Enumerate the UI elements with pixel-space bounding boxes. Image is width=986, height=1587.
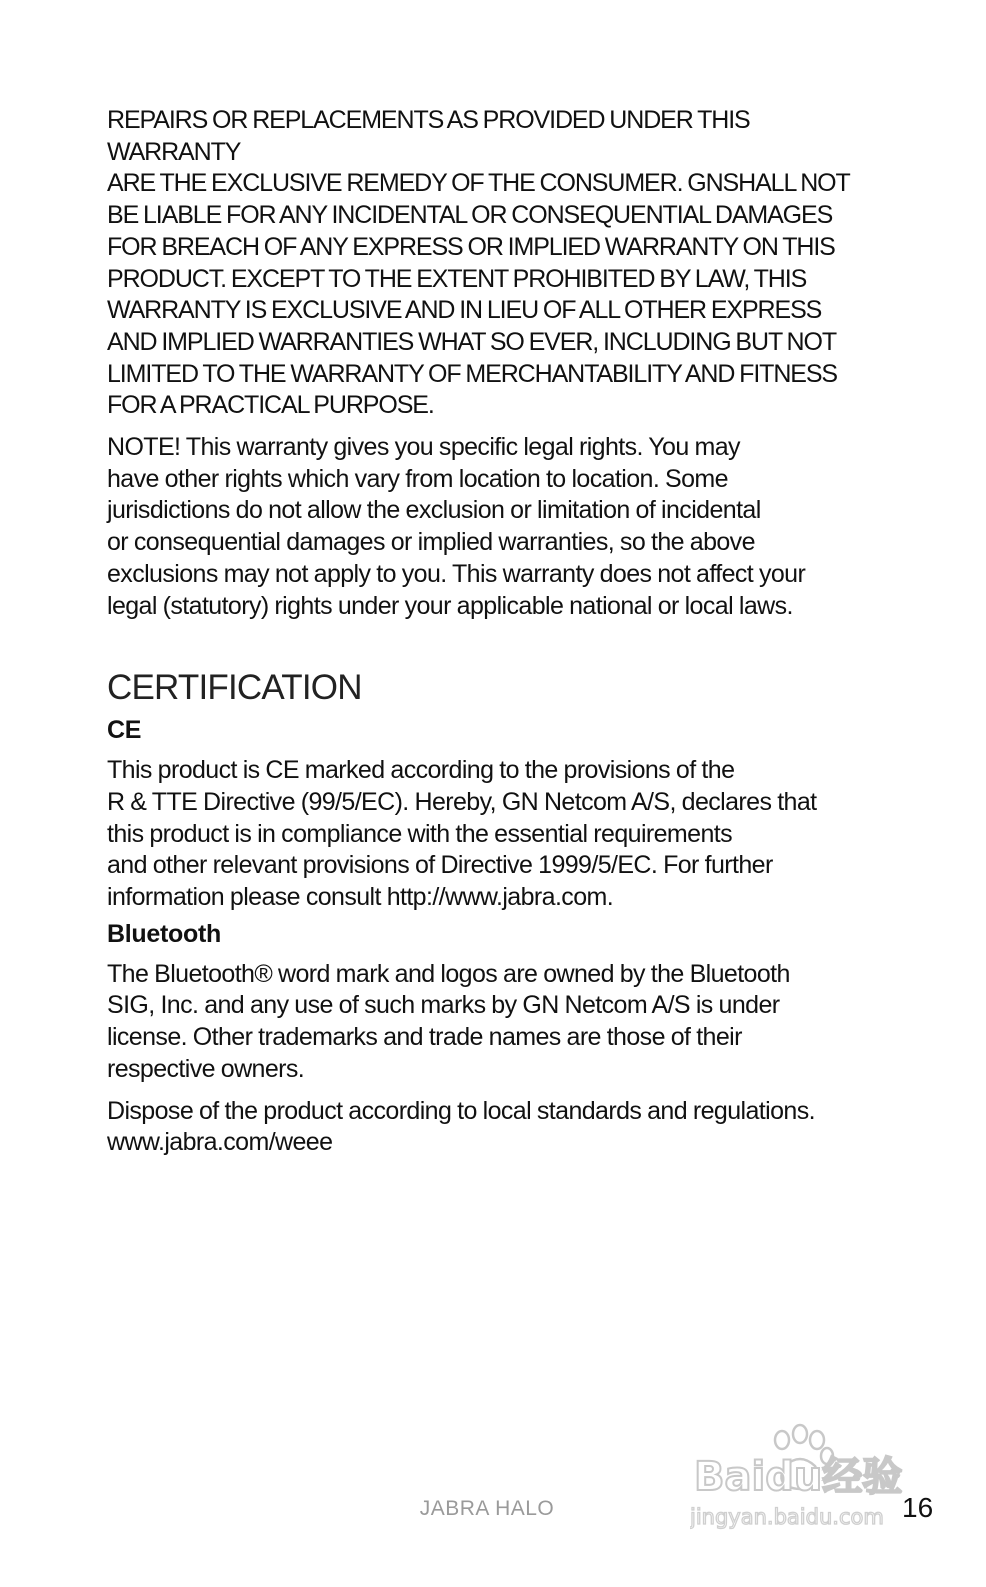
text-line: NOTE! This warranty gives you specific legal rights. You may	[107, 433, 740, 462]
dispose-paragraph	[107, 1096, 877, 1159]
text-line: respective owners.	[107, 1054, 305, 1083]
text-line: ARE THE EXCLUSIVE REMEDY OF THE CONSUMER. GNSHALL NOT	[107, 169, 850, 198]
subheading-ce: CE	[107, 716, 142, 745]
page-content	[107, 105, 877, 1159]
watermark-brand: Baidu经验	[694, 1454, 903, 1500]
warranty-note	[107, 432, 877, 622]
text-line: this product is in compliance with the essential requirements	[107, 819, 733, 848]
text-line: FOR BREACH OF ANY EXPRESS OR IMPLIED WARRANTY ON THIS	[107, 232, 835, 261]
text-line: LIMITED TO THE WARRANTY OF MERCHANTABILITY AND FITNESS	[107, 359, 838, 388]
text-line: REPAIRS OR REPLACEMENTS AS PROVIDED UNDER THIS WARRANTY	[107, 106, 750, 166]
baidu-watermark	[690, 1420, 925, 1535]
text-line: www.jabra.com/weee	[107, 1128, 333, 1157]
text-line: exclusions may not apply to you. This warranty does not affect your	[107, 559, 806, 588]
text-line: This product is CE marked according to the provisions of the	[107, 756, 735, 785]
text-line: SIG, Inc. and any use of such marks by GN Netcom A/S is under	[107, 991, 780, 1020]
text-line: and other relevant provisions of Directive 1999/5/EC. For further	[107, 851, 773, 880]
text-line: or consequential damages or implied warranties, so the above	[107, 528, 755, 557]
bluetooth-paragraph	[107, 959, 877, 1086]
text-line: BE LIABLE FOR ANY INCIDENTAL OR CONSEQUENTIAL DAMAGES	[107, 201, 833, 230]
text-line: information please consult http://www.jabra.com.	[107, 883, 614, 912]
text-line: FOR A PRACTICAL PURPOSE.	[107, 391, 434, 420]
text-line: R & TTE Directive (99/5/EC). Hereby, GN Netcom A/S, declares that	[107, 787, 817, 816]
text-line: have other rights which vary from location to location. Some	[107, 464, 728, 493]
text-line: AND IMPLIED WARRANTIES WHAT SO EVER, INCLUDING BUT NOT	[107, 327, 836, 356]
page-number: 16	[902, 1492, 934, 1523]
watermark-url: jingyan.baidu.com	[690, 1505, 884, 1529]
subheading-bluetooth: Bluetooth	[107, 919, 221, 948]
text-line: jurisdictions do not allow the exclusion or limitation of incidental	[107, 496, 761, 525]
text-line: The Bluetooth® word mark and logos are owned by the Bluetooth	[107, 959, 790, 988]
text-line: legal (statutory) rights under your applicable national or local laws.	[107, 591, 793, 620]
text-line: license. Other trademarks and trade names are those of their	[107, 1023, 742, 1052]
section-heading-certification: CERTIFICATION	[107, 668, 362, 708]
warranty-disclaimer	[107, 105, 877, 422]
baidu-paw-icon	[690, 1420, 925, 1535]
text-line: WARRANTY IS EXCLUSIVE AND IN LIEU OF ALL OTHER EXPRESS	[107, 296, 822, 325]
ce-paragraph	[107, 755, 877, 914]
text-line: PRODUCT. EXCEPT TO THE EXTENT PROHIBITED BY LAW, THIS	[107, 264, 807, 293]
text-line: Dispose of the product according to local standards and regulations.	[107, 1096, 815, 1125]
footer-product-name: JABRA HALO	[419, 1497, 555, 1520]
